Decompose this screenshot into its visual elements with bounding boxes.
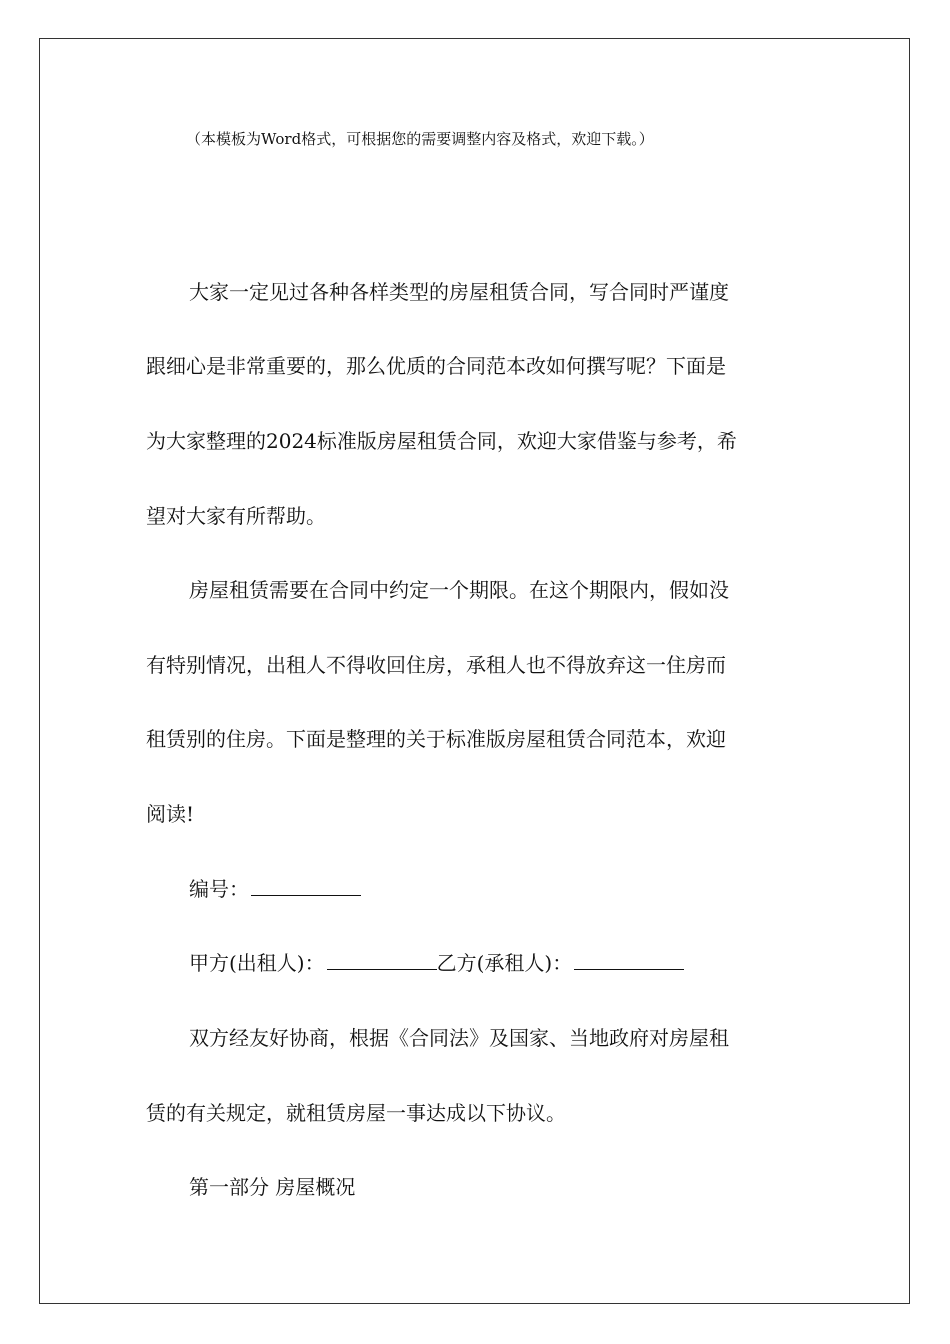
- intro-line-4: 望对大家有所帮助。: [146, 504, 326, 528]
- para2-line-4: 阅读!: [146, 802, 195, 826]
- party-b-blank[interactable]: [574, 968, 684, 970]
- para3-line-2: 赁的有关规定，就租赁房屋一事达成以下协议。: [146, 1101, 566, 1125]
- para2-line-3: 租赁别的住房。下面是整理的关于标准版房屋租赁合同范本，欢迎: [146, 727, 726, 751]
- intro-line-1: 大家一定见过各种各样类型的房屋租赁合同，写合同时严谨度: [189, 280, 729, 304]
- party-b-label: 乙方(承租人)：: [436, 951, 573, 975]
- template-note: （本模板为Word格式，可根据您的需要调整内容及格式，欢迎下载。）: [186, 130, 654, 148]
- intro-line-3: 为大家整理的2024标准版房屋租赁合同，欢迎大家借鉴与参考，希: [146, 429, 737, 453]
- contract-number-blank[interactable]: [251, 894, 361, 896]
- section-1-title: 第一部分 房屋概况: [189, 1175, 356, 1199]
- party-a-label: 甲方(出租人)：: [189, 951, 325, 975]
- para2-line-2: 有特别情况，出租人不得收回住房，承租人也不得放弃这一住房而: [146, 653, 726, 677]
- party-a-blank[interactable]: [327, 968, 437, 970]
- contract-number-row: [189, 873, 361, 902]
- para2-line-1: 房屋租赁需要在合同中约定一个期限。在这个期限内，假如没: [189, 578, 729, 602]
- contract-number-label: 编号：: [189, 877, 249, 901]
- intro-line-2: 跟细心是非常重要的，那么优质的合同范本改如何撰写呢？下面是: [146, 354, 726, 378]
- parties-row: [189, 947, 684, 976]
- para3-line-1: 双方经友好协商，根据《合同法》及国家、当地政府对房屋租: [189, 1026, 729, 1050]
